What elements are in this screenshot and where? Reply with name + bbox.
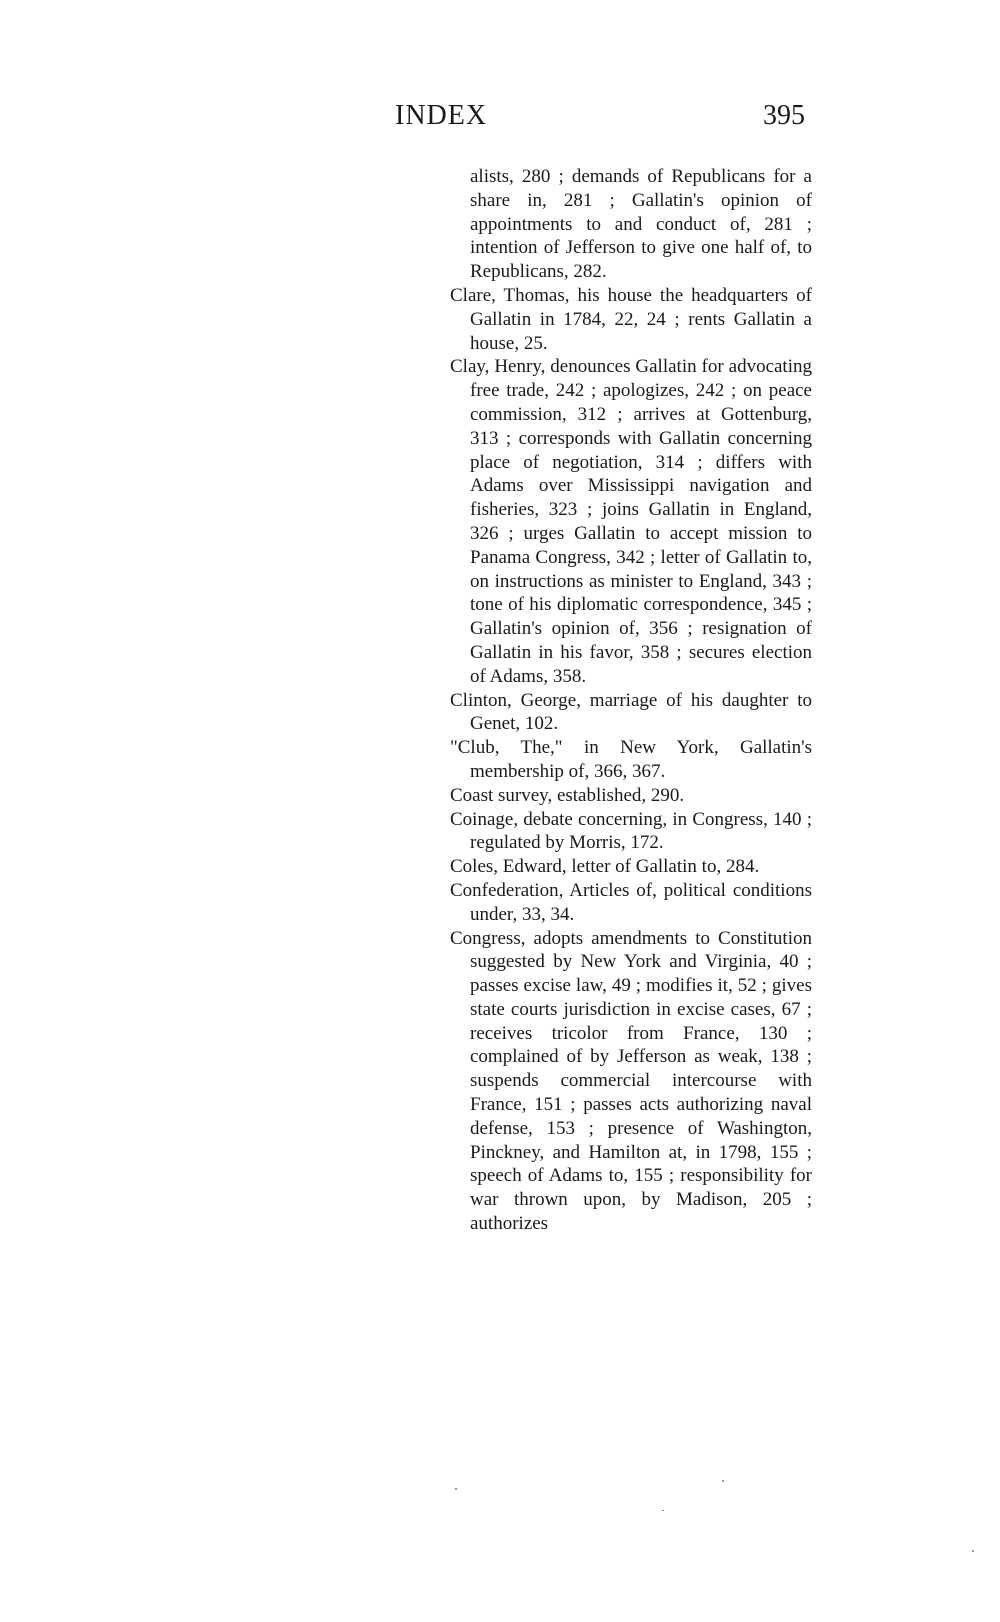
index-entry-coast-survey: Coast survey, established, 290. [450, 784, 685, 806]
scan-speck [455, 1488, 457, 1490]
index-column [450, 165, 812, 1236]
index-entry-congress: Congress, adopts amendments to Constitution suggested by New York and Virginia, 40 ; passes excise law, 49 ; modifies it, 52 ; gives state courts jurisdiction in excise cases, 67 ; receives tricolor from France, 130 ; complained of by Jefferson as weak, 138 ; suspends commercial intercourse with France, 151 ; passes acts authorizing naval defense, 153 ; presence of Washington, Pinckney, and Hamilton at, in 1798, 155 ; speech of Adams to, 155 ; responsibility for war thrown upon, by Madison, 205 ; authorizes [450, 927, 812, 1235]
scan-speck [662, 1510, 664, 1511]
scan-speck [722, 1480, 724, 1482]
running-head [395, 100, 805, 144]
index-entry-coinage: Coinage, debate concerning, in Congress, 140 ; regulated by Morris, 172. [450, 808, 812, 854]
page-number: 395 [763, 100, 805, 131]
index-entry-clinton: Clinton, George, marriage of his daughter to Genet, 102. [450, 689, 812, 735]
index-entry-coles: Coles, Edward, letter of Gallatin to, 284. [450, 856, 760, 878]
index-entry-confederation: Confederation, Articles of, political conditions under, 33, 34. [450, 879, 812, 925]
page-title: INDEX [395, 100, 488, 131]
index-entry-clay: Clay, Henry, denounces Gallatin for advocating free trade, 242 ; apologizes, 242 ; on peace commission, 312 ; arrives at Gottenburg, 313 ; corresponds with Gallatin concerning place of negotiation, 314 ; differs with Adams over Mississippi navigation and fisheries, 323 ; joins Gallatin in England, 326 ; urges Gallatin to accept mission to Panama Congress, 342 ; letter of Gallatin to, on instructions as minister to England, 343 ; tone of his diplomatic correspondence, 345 ; Gallatin's opinion of, 356 ; resignation of Gallatin in his favor, 358 ; secures election of Adams, 358. [450, 356, 812, 687]
index-entry-clare: Clare, Thomas, his house the headquarters of Gallatin in 1784, 22, 24 ; rents Gallatin a house, 25. [450, 284, 812, 354]
index-entry-club: "Club, The," in New York, Gallatin's membership of, 366, 367. [450, 737, 812, 782]
scan-speck [972, 1550, 974, 1552]
index-entry-continued: alists, 280 ; demands of Republicans for a share in, 281 ; Gallatin's opinion of appointments to and conduct of, 281 ; intention of Jefferson to give one half of, to Republicans, 282. [470, 166, 812, 283]
